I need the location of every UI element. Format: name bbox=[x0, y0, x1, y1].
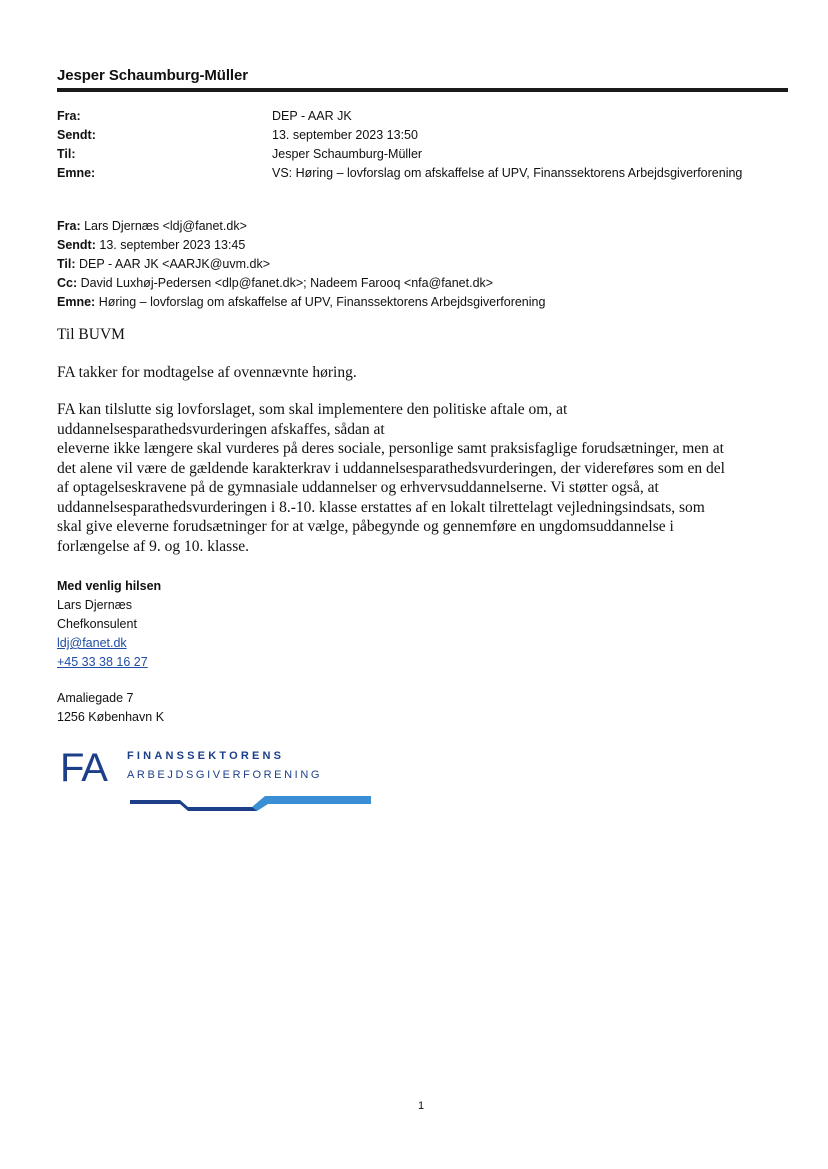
forward-to-value: Jesper Schaumburg-Müller bbox=[272, 147, 423, 161]
forward-from-label: Fra: bbox=[57, 109, 81, 123]
forward-subject-label: Emne: bbox=[57, 166, 96, 180]
mailbox-owner-name: Jesper Schaumburg-Müller bbox=[57, 67, 248, 84]
forward-subject-row bbox=[57, 164, 797, 183]
paragraph-line: forlængelse af 9. og 10. klasse. bbox=[57, 537, 249, 555]
forward-to-row bbox=[57, 145, 797, 164]
address-block bbox=[57, 689, 164, 727]
original-sent-line bbox=[57, 236, 545, 255]
message-body bbox=[57, 325, 787, 574]
body-paragraph-1: FA takker for modtagelse af ovennævnte høring. bbox=[57, 363, 357, 381]
original-to-value: DEP - AAR JK <AARJK@uvm.dk> bbox=[79, 257, 271, 271]
forward-from-value: DEP - AAR JK bbox=[272, 109, 352, 123]
address-city: 1256 København K bbox=[57, 710, 165, 724]
original-header bbox=[57, 217, 545, 312]
signer-title: Chefkonsulent bbox=[57, 617, 137, 631]
logo-swoosh-dark bbox=[130, 800, 257, 811]
forward-subject-value: VS: Høring – lovforslag om afskaffelse af UPV, Finanssektorens Arbejdsgiverforening bbox=[272, 166, 743, 180]
original-subject-value: Høring – lovforslag om afskaffelse af UPV, Finanssektorens Arbejdsgiverforening bbox=[98, 295, 546, 309]
paragraph-line: af optagelseskravene på de gymnasiale uddannelser og erhvervsuddannelserne. Vi støtter også, at bbox=[57, 479, 659, 496]
fa-logo-graphic bbox=[60, 745, 390, 820]
original-cc-line bbox=[57, 274, 545, 293]
logo-initials: FA bbox=[60, 746, 107, 790]
forward-sent-label: Sendt: bbox=[57, 128, 96, 142]
phone-link[interactable]: +45 33 38 16 27 bbox=[57, 655, 148, 669]
email-link[interactable]: ldj@fanet.dk bbox=[57, 636, 127, 650]
original-subject-label: Emne: bbox=[57, 295, 96, 309]
forward-header bbox=[57, 107, 797, 183]
original-to-line bbox=[57, 255, 545, 274]
paragraph-line: uddannelsesparathedsvurderingen afskaffes, sådan at bbox=[57, 420, 385, 438]
greeting: Til BUVM bbox=[57, 326, 125, 343]
forward-from-row bbox=[57, 107, 797, 126]
signature-block bbox=[57, 577, 161, 672]
original-from-label: Fra: bbox=[57, 219, 81, 233]
fa-logo bbox=[60, 745, 390, 820]
page-number: 1 bbox=[418, 1100, 425, 1112]
original-from-line bbox=[57, 217, 545, 236]
body-paragraph-2 bbox=[57, 400, 787, 556]
original-to-label: Til: bbox=[57, 257, 76, 271]
logo-line-2: ARBEJDSGIVERFORENING bbox=[127, 769, 323, 781]
original-cc-label: Cc: bbox=[57, 276, 78, 290]
original-sent-value: 13. september 2023 13:45 bbox=[99, 238, 246, 252]
original-cc-value: David Luxhøj-Pedersen <dlp@fanet.dk>; Nadeem Farooq <nfa@fanet.dk> bbox=[80, 276, 494, 290]
closing: Med venlig hilsen bbox=[57, 579, 162, 593]
original-sent-label: Sendt: bbox=[57, 238, 96, 252]
header-rule bbox=[57, 88, 788, 92]
forward-to-label: Til: bbox=[57, 147, 76, 161]
paragraph-line: skal give eleverne forudsætninger for at vælge, påbegynde og gennemføre en ungdomsuddannelse i bbox=[57, 518, 674, 535]
logo-line-1: FINANSSEKTORENS bbox=[127, 750, 285, 762]
original-subject-line bbox=[57, 293, 545, 312]
address-street: Amaliegade 7 bbox=[57, 691, 134, 705]
logo-swoosh-light bbox=[252, 796, 371, 811]
forward-sent-row bbox=[57, 126, 797, 145]
paragraph-line: uddannelsesparathedsvurderingen i 8.-10. klasse erstattes af en lokalt tilrettelagt vejledningsindsats, som bbox=[57, 498, 705, 516]
paragraph-line: eleverne ikke længere skal vurderes på deres sociale, personlige samt praksisfaglige forudsætninger, men at bbox=[57, 440, 724, 457]
signer-name: Lars Djernæs bbox=[57, 598, 133, 612]
forward-sent-value: 13. september 2023 13:50 bbox=[272, 128, 418, 142]
paragraph-line: FA kan tilslutte sig lovforslaget, som skal implementere den politiske aftale om, at bbox=[57, 401, 568, 418]
original-from-value: Lars Djernæs <ldj@fanet.dk> bbox=[84, 219, 247, 233]
paragraph-line: det alene vil være de gældende karakterkrav i uddannelsesparathedsvurderingen, der videreføres som en del bbox=[57, 459, 725, 477]
